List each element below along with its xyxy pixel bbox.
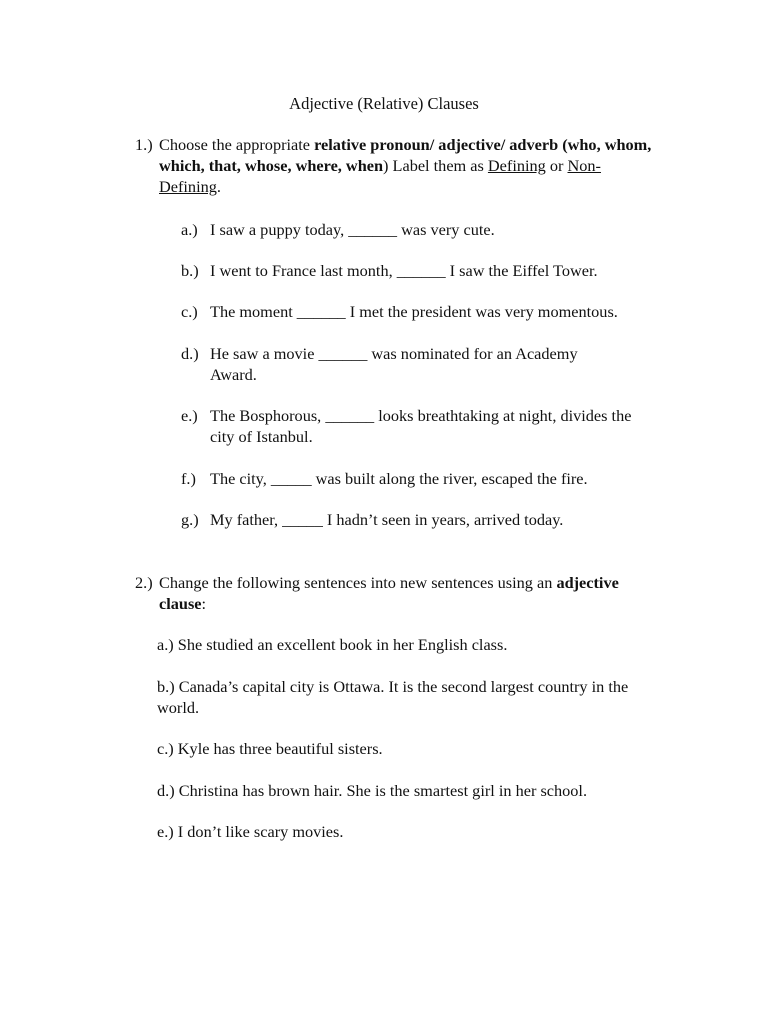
question-2-number: 2.) (135, 573, 153, 592)
list-item (157, 634, 667, 655)
prompt-text: Change the following sentences into new sentences using an (159, 573, 557, 592)
list-item (181, 219, 641, 240)
item-text: She studied an excellent book in her English class. (177, 635, 508, 654)
list-item (181, 405, 651, 447)
list-item (181, 343, 621, 385)
prompt-text: : (201, 594, 207, 613)
item-label: d.) (157, 781, 179, 800)
defining-label: Defining (487, 156, 546, 175)
item-label: e.) (181, 406, 198, 425)
question-1-number: 1.) (135, 135, 153, 154)
item-text: I saw a puppy today, ______ was very cute. (210, 220, 495, 239)
item-label: a.) (181, 220, 198, 239)
item-label: c.) (157, 739, 178, 758)
list-item (157, 676, 657, 718)
prompt-text: or (545, 156, 568, 175)
list-item (181, 260, 641, 281)
item-text: The Bosphorous, ______ looks breathtaking at night, divides the city of Istanbul. (210, 406, 632, 446)
item-text: Christina has brown hair. She is the smartest girl in her school. (178, 781, 588, 800)
prompt-text: . (216, 177, 221, 196)
item-text: He saw a movie ______ was nominated for an Academy Award. (210, 344, 578, 384)
list-item (157, 738, 667, 759)
item-label: b.) (157, 677, 179, 696)
item-label: c.) (181, 302, 198, 321)
item-text: My father, _____ I hadn’t seen in years, arrived today. (210, 510, 564, 529)
item-label: a.) (157, 635, 178, 654)
item-text: I went to France last month, ______ I saw the Eiffel Tower. (210, 261, 598, 280)
item-label: g.) (181, 510, 199, 529)
prompt-bold-text: relative pronoun/ adjective/ adverb (who, whom, which, that, whose, where, when (159, 135, 652, 175)
prompt-text: ) Label them as (383, 156, 488, 175)
item-text: I don’t like scary movies. (177, 822, 344, 841)
list-item (181, 509, 641, 530)
list-item (157, 821, 667, 842)
question-2 (135, 572, 660, 614)
item-text: Canada’s capital city is Ottawa. It is the second largest country in the world. (157, 677, 629, 717)
prompt-text: Choose the appropriate (159, 135, 315, 154)
non-defining-label: Non-Defining (159, 156, 601, 196)
question-1 (135, 134, 655, 197)
list-item (181, 468, 641, 489)
question-1-prompt (159, 134, 655, 197)
item-label: b.) (181, 261, 199, 280)
item-label: e.) (157, 822, 178, 841)
question-2-prompt (159, 572, 660, 614)
list-item (157, 780, 667, 801)
item-text: The moment ______ I met the president was very momentous. (210, 302, 618, 321)
item-text: The city, _____ was built along the river, escaped the fire. (210, 469, 588, 488)
prompt-bold-text: adjective clause (159, 573, 619, 613)
item-label: f.) (181, 469, 196, 488)
list-item (181, 301, 641, 322)
item-label: d.) (181, 344, 199, 363)
item-text: Kyle has three beautiful sisters. (177, 739, 383, 758)
page-title: Adjective (Relative) Clauses (289, 94, 479, 113)
